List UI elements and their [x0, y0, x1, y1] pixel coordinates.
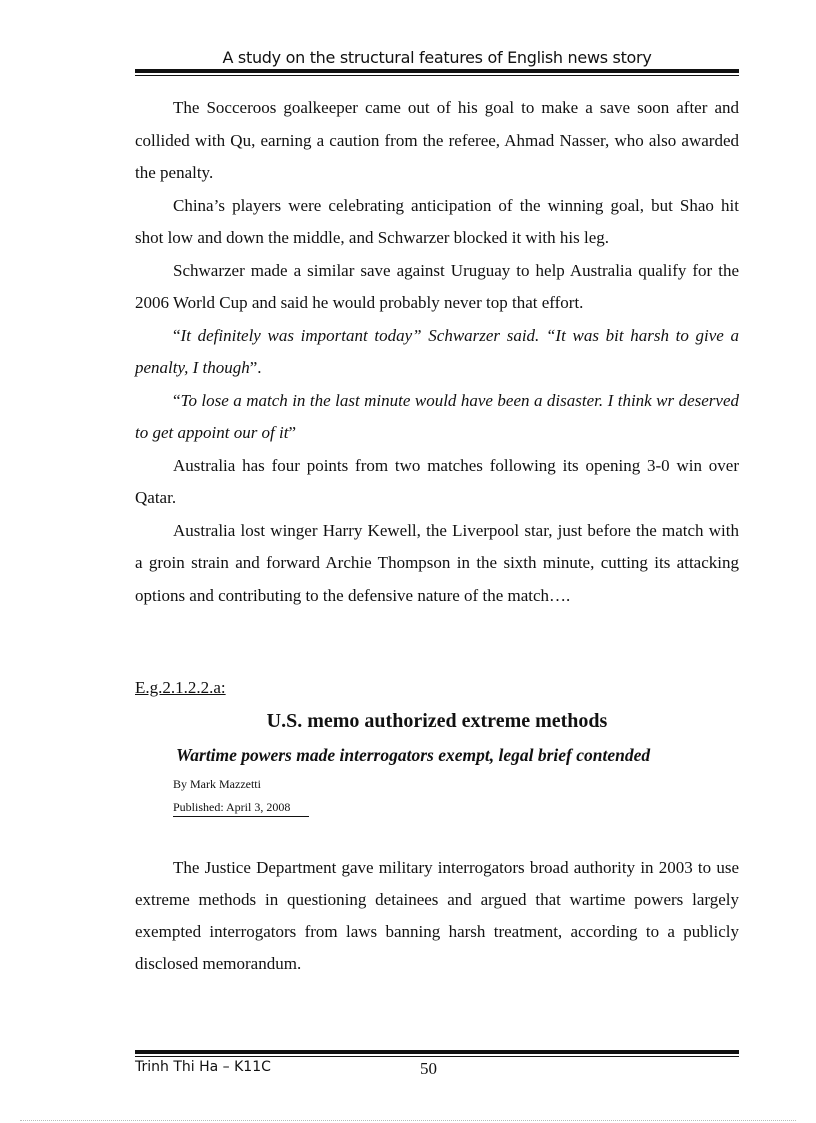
header-rule-thick [135, 69, 739, 73]
article-published-date: Published: April 3, 2008 [173, 800, 291, 814]
quote-1-text: It definitely was important today” Schwarzer said. “It was bit harsh to give a penalty, I though [135, 325, 739, 377]
article-title: U.S. memo authorized extreme methods [266, 710, 608, 732]
quote-1-close: ”. [249, 358, 262, 377]
story-body [135, 92, 739, 612]
quote-1-open: “ [173, 325, 181, 345]
paragraph-3: Schwarzer made a similar save against Uruguay to help Australia qualify for the 2006 World Cup and said he would probably never top that effort. [135, 260, 739, 312]
quote-2 [135, 385, 739, 450]
quote-2-close: ” [288, 423, 297, 442]
running-header: A study on the structural features of English news story [222, 48, 652, 67]
footer-rule-thick [135, 1050, 739, 1054]
quote-1 [135, 320, 739, 385]
footer-author: Trinh Thi Ha – K11C [135, 1059, 271, 1075]
paragraph-1: The Socceroos goalkeeper came out of his goal to make a save soon after and collided with Qu, earning a caution from the referee, Ahmad Nasser, who also awarded the penalty. [135, 98, 739, 182]
article-subtitle: Wartime powers made interrogators exempt, legal brief contended [176, 745, 651, 765]
article-byline: By Mark Mazzetti [173, 777, 261, 791]
page-edge-divider [20, 1120, 796, 1121]
article-body [135, 852, 739, 980]
footer-rule-thin [135, 1056, 739, 1057]
paragraph-2: China’s players were celebrating anticipation of the winning goal, but Shao hit shot low and down the middle, and Schwarzer blocked it with his leg. [135, 195, 739, 247]
paragraph-5: Australia lost winger Harry Kewell, the Liverpool star, just before the match with a groin strain and forward Archie Thompson in the sixth minute, cutting its attacking options and contributing to the defensive nature of the match…. [135, 520, 739, 605]
example-label: E.g.2.1.2.2.a: [135, 678, 226, 697]
published-underline [173, 816, 309, 817]
page-number: 50 [420, 1059, 437, 1078]
quote-2-open: “ [173, 390, 181, 410]
header-rule-thin [135, 75, 739, 76]
paragraph-4: Australia has four points from two matches following its opening 3-0 win over Qatar. [135, 455, 739, 507]
article-paragraph: The Justice Department gave military interrogators broad authority in 2003 to use extreme methods in questioning detainees and argued that wartime powers largely exempted interrogators from laws banning harsh treatment, according to a publicly disclosed memorandum. [135, 858, 739, 973]
quote-2-text: To lose a match in the last minute would have been a disaster. I think wr deserved to get appoint our of it [135, 390, 739, 442]
